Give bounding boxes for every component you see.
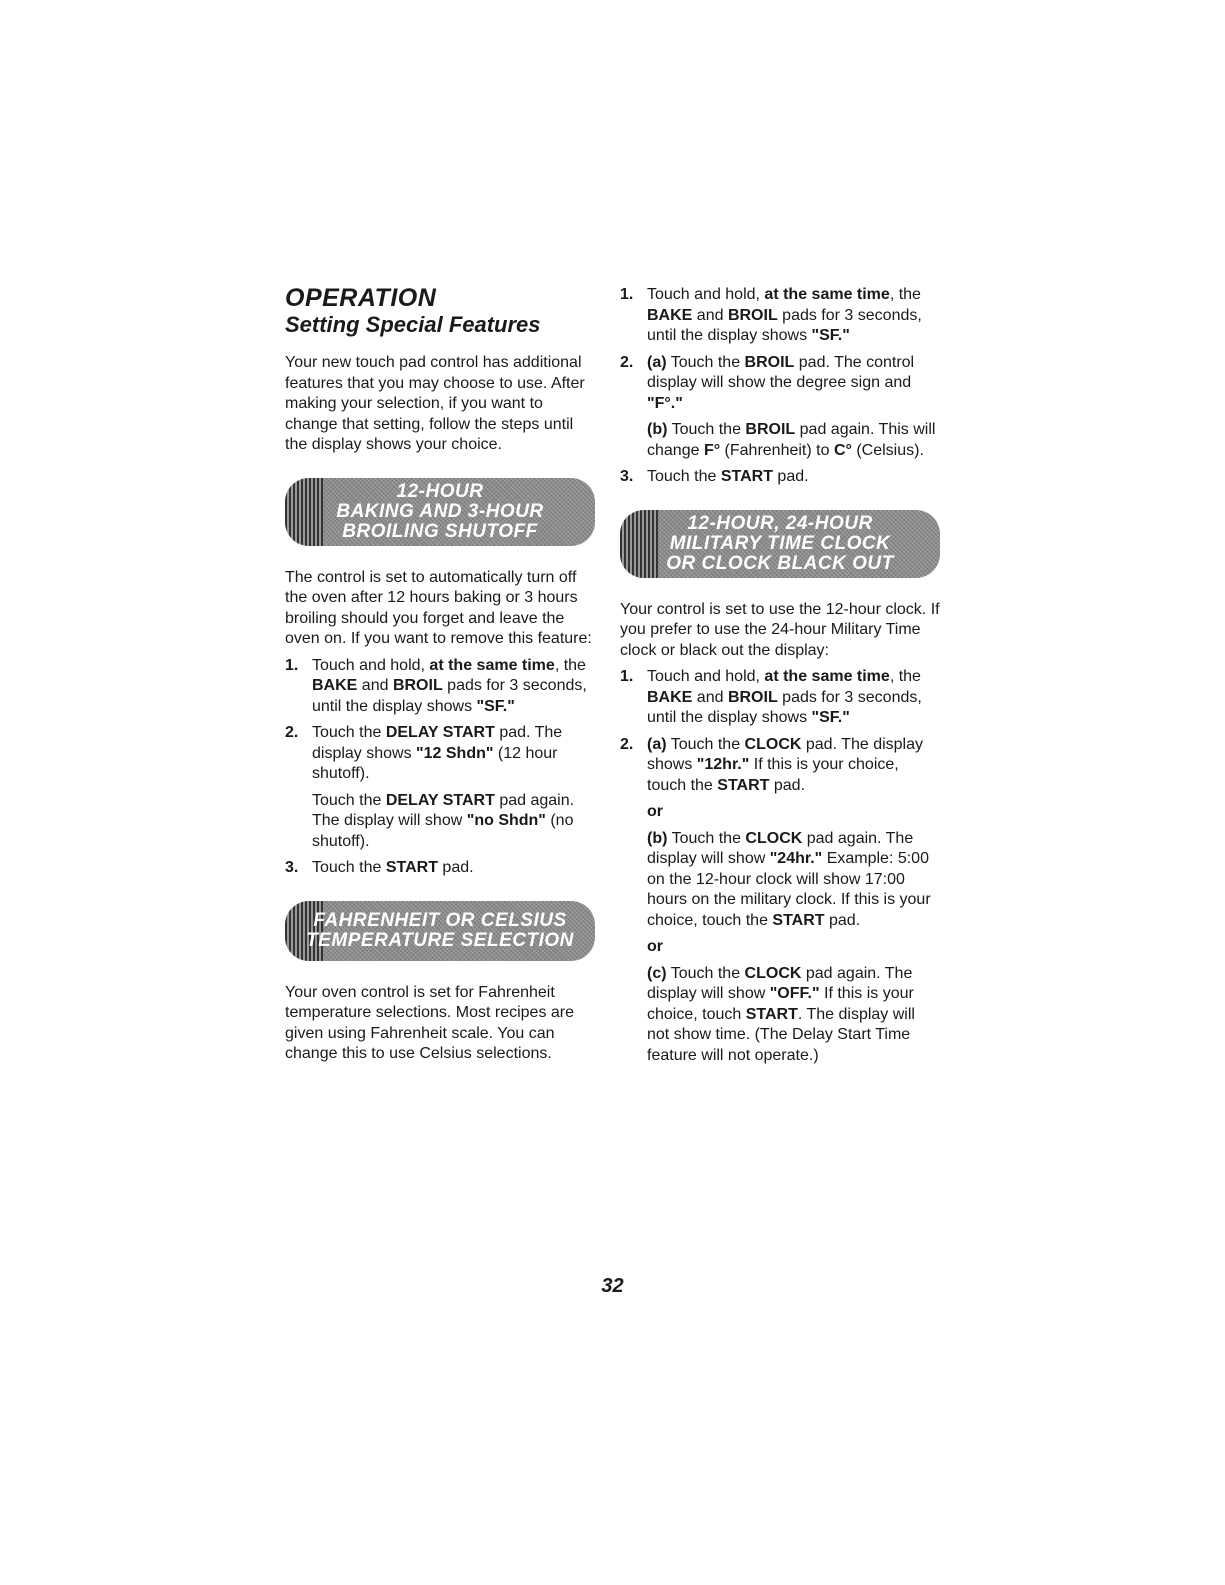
clock-body: Your control is set to use the 12-hour clock. If you prefer to use the 24-hour Military Time clock or black out the display: xyxy=(620,600,940,659)
list-item: 1. Touch and hold, at the same time, the BAKE and BROIL pads for 3 seconds, until the display shows "SF." xyxy=(285,656,587,715)
list-item: 1. Touch and hold, at the same time, the BAKE and BROIL pads for 3 seconds, until the display shows "SF." xyxy=(620,668,922,726)
fahrenheit-banner xyxy=(285,901,595,961)
list-item: 2. Touch the DELAY START pad. The display shows "12 Shdn" (12 hour shutoff). Touch the DELAY START pad again. The display will show "no Shdn" (no shutoff). xyxy=(285,724,575,850)
or-separator: or xyxy=(647,938,663,955)
list-item: 2. (a) Touch the CLOCK pad. The display shows "12hr." If this is your choice, touch the START pad. or (b) Touch the CLOCK pad again. The display will show "24hr." Example: 5:00 on the 12-hour clock will show 17:00 hours on the military clock. If this is your choice, touch the START pad. or (c) Touch the CLOCK pad again. The display will show "OFF." If this is your choice, touch START. The display will not show time. (The Delay Start Time feature will not operate.) xyxy=(620,735,940,1067)
or-separator: or xyxy=(647,803,663,820)
fahrenheit-banner-text: FAHRENHEIT OR CELSIUS TEMPERATURE SELECTION xyxy=(306,909,574,951)
clock-steps xyxy=(620,667,940,1066)
shutoff-banner-text: 12-HOUR BAKING AND 3-HOUR BROILING SHUTOFF xyxy=(336,480,544,542)
page-title: OPERATION xyxy=(285,284,437,312)
shutoff-body: The control is set to automatically turn off the oven after 12 hours baking or 3 hours broiling should you forget and leave the oven on. If you want to remove this feature: xyxy=(285,568,592,647)
shutoff-banner xyxy=(285,478,595,546)
list-item: 3. Touch the START pad. xyxy=(285,859,474,876)
left-column xyxy=(285,285,595,1065)
fahrenheit-steps xyxy=(620,285,940,488)
right-column xyxy=(620,285,940,1072)
clock-banner-text: 12-HOUR, 24-HOUR MILITARY TIME CLOCK OR CLOCK BLACK OUT xyxy=(666,512,894,574)
fahrenheit-body: Your oven control is set for Fahrenheit temperature selections. Most recipes are given using Fahrenheit scale. You can change this to use Celsius selections. xyxy=(285,983,575,1062)
page-subtitle: Setting Special Features xyxy=(285,312,541,337)
clock-banner xyxy=(620,510,940,578)
list-item: 2. (a) Touch the BROIL pad. The control display will show the degree sign and "F°." (b) Touch the BROIL pad again. This will change F° (Fahrenheit) to C° (Celsius). xyxy=(620,353,936,459)
list-item: 3. Touch the START pad. xyxy=(620,468,809,485)
list-item: 1. Touch and hold, at the same time, the BAKE and BROIL pads for 3 seconds, until the display shows "SF." xyxy=(620,286,922,344)
page-number: 32 xyxy=(601,1275,624,1297)
intro-paragraph: Your new touch pad control has additional features that you may choose to use. After making your selection, if you want to change that setting, follow the steps until the display shows your choice. xyxy=(285,354,585,453)
shutoff-steps xyxy=(285,656,595,879)
